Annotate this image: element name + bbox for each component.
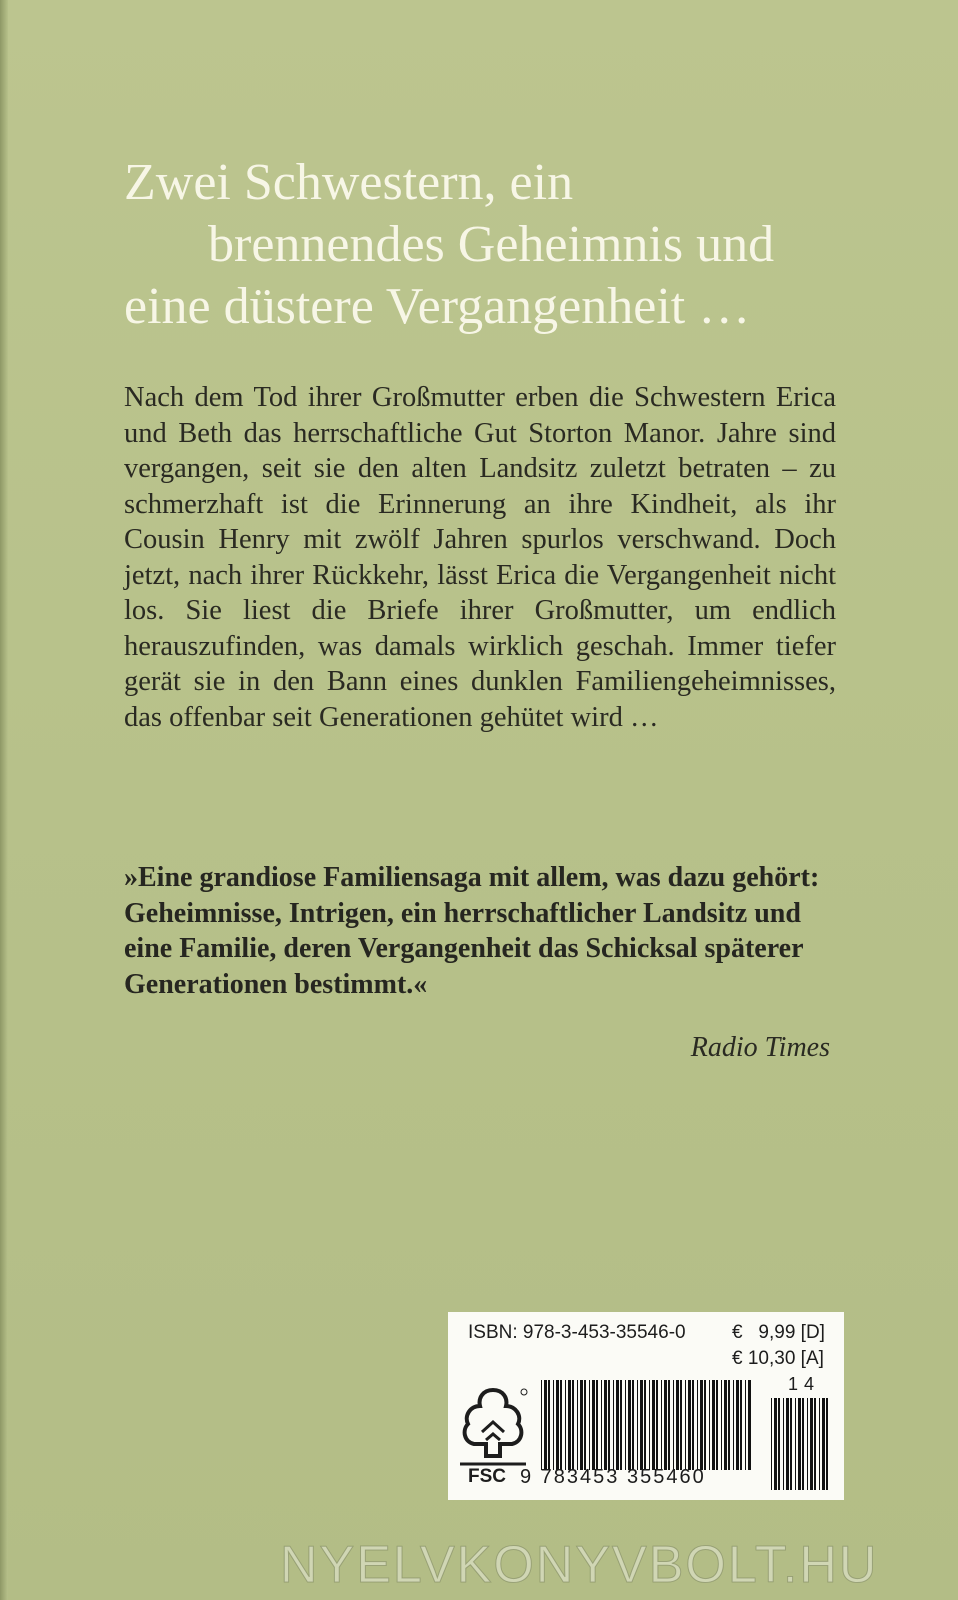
barcode-bar [798, 1398, 801, 1490]
barcode-bar [786, 1398, 789, 1490]
barcode-bar [640, 1380, 643, 1470]
barcode-bar [736, 1380, 739, 1470]
tagline-line-2: brennendes Geheimnis und [208, 216, 775, 273]
barcode-bar [802, 1398, 804, 1490]
barcode-bar [685, 1380, 686, 1470]
barcode-bar [680, 1380, 682, 1470]
barcode-bar [589, 1380, 590, 1470]
barcode-bar [565, 1380, 566, 1470]
fsc-label: FSC [468, 1466, 506, 1487]
barcode-bar [740, 1380, 742, 1470]
barcode-bar [697, 1380, 698, 1470]
barcode-bar [810, 1398, 813, 1490]
barcode-bar [668, 1380, 670, 1470]
barcode-bar [700, 1380, 703, 1470]
barcode-icon [540, 1380, 752, 1470]
barcode-bar [553, 1380, 554, 1470]
barcode-addon-bars [770, 1398, 830, 1490]
barcode-bar [728, 1380, 730, 1470]
barcode-bar [774, 1398, 777, 1490]
barcode-bar [601, 1380, 602, 1470]
barcode-bar [814, 1398, 816, 1490]
barcode-bar [572, 1380, 574, 1470]
barcode-bar [733, 1380, 734, 1470]
barcode-bar [541, 1380, 542, 1470]
barcode-bar [778, 1398, 780, 1490]
barcode-bar [613, 1380, 614, 1470]
barcode-bar [790, 1398, 792, 1490]
synopsis-paragraph: Nach dem Tod ihrer Großmutter erben die Schwestern Erica und Beth das herrschaftliche Gut Storton Manor. Jahre sind vergangen, seit sie den alten Landsitz zuletzt betraten – zu schmerzhaft ist die Erinnerung an ihre Kindheit, als ihr Cousin Henry mit zwölf Jahren spurlos verschwand. Doch jetzt, nach ihrer Rückkehr, lässt Erica die Vergangenheit nicht los. Sie liest die Briefe ihrer Großmutter, um endlich herauszufinden, was damals wirklich geschah. Immer tiefer gerät sie in den Bann eines dunklen Familiengeheimnisses, das offenbar seit Generationen gehütet wird … [124, 382, 836, 733]
review-quote: »Eine grandiose Familiensaga mit allem, was dazu gehört: Geheimnisse, Intrigen, ein herrschaftlicher Landsitz und eine Familie, deren Vergangenheit das Schicksal späterer Generationen bestimmt.« [124, 862, 820, 1000]
barcode-bar [628, 1380, 631, 1470]
barcode-bar [644, 1380, 646, 1470]
barcode-bar [620, 1380, 622, 1470]
review-quote-source: Radio Times [690, 1032, 830, 1063]
barcode-bar [661, 1380, 662, 1470]
barcode-bar [577, 1380, 578, 1470]
barcode-bar [544, 1380, 547, 1470]
barcode-bar [826, 1398, 828, 1490]
barcode-bar [568, 1380, 571, 1470]
barcode-bar [716, 1380, 718, 1470]
barcode-bar [783, 1398, 784, 1490]
barcode-bar [721, 1380, 722, 1470]
barcode-bar [822, 1398, 825, 1490]
barcode-bar [556, 1380, 559, 1470]
barcode-bar [656, 1380, 658, 1470]
barcode-bar [676, 1380, 679, 1470]
barcode-bar [649, 1380, 650, 1470]
tagline-line-3: eine düstere Vergangenheit … [124, 278, 751, 335]
barcode-panel [448, 1312, 844, 1500]
barcode-bar [625, 1380, 626, 1470]
tagline [124, 152, 924, 338]
barcode-bar [608, 1380, 610, 1470]
barcode-bar [709, 1380, 710, 1470]
barcode-bar [807, 1398, 808, 1490]
barcode-bar [819, 1398, 820, 1490]
barcode-bar [596, 1380, 598, 1470]
barcode-bar [548, 1380, 550, 1470]
isbn-number: ISBN: 978-3-453-35546-0 [468, 1322, 686, 1343]
barcode-bar [637, 1380, 638, 1470]
barcode-bar [604, 1380, 607, 1470]
price-austria: € 10,30 [A] [732, 1348, 824, 1369]
watermark-text: NYELVKONYVBOLT.HU [280, 1536, 879, 1594]
price-germany: € 9,99 [D] [732, 1322, 825, 1343]
barcode-bar [748, 1380, 751, 1470]
barcode-bar [712, 1380, 715, 1470]
barcode-bar [616, 1380, 619, 1470]
barcode-bar [584, 1380, 586, 1470]
barcode-bar [580, 1380, 583, 1470]
tagline-line-1: Zwei Schwestern, ein [124, 154, 574, 211]
barcode-bar [673, 1380, 674, 1470]
barcode-bar [592, 1380, 595, 1470]
barcode-bar [745, 1380, 746, 1470]
isbn-price-row [468, 1322, 838, 1344]
barcode-addon-code: 14 [788, 1374, 821, 1394]
barcode-bar [652, 1380, 655, 1470]
cover-spine-edge [0, 0, 8, 1600]
barcode-bar [704, 1380, 706, 1470]
barcode-bar [664, 1380, 667, 1470]
barcode-bar [688, 1380, 691, 1470]
barcode-bar [724, 1380, 727, 1470]
barcode-digits: 9 783453 355460 [520, 1466, 706, 1488]
barcode-bar [795, 1398, 796, 1490]
barcode-bar [771, 1398, 772, 1490]
barcode-bar [560, 1380, 562, 1470]
barcode-bar [692, 1380, 694, 1470]
barcode-bar [632, 1380, 634, 1470]
